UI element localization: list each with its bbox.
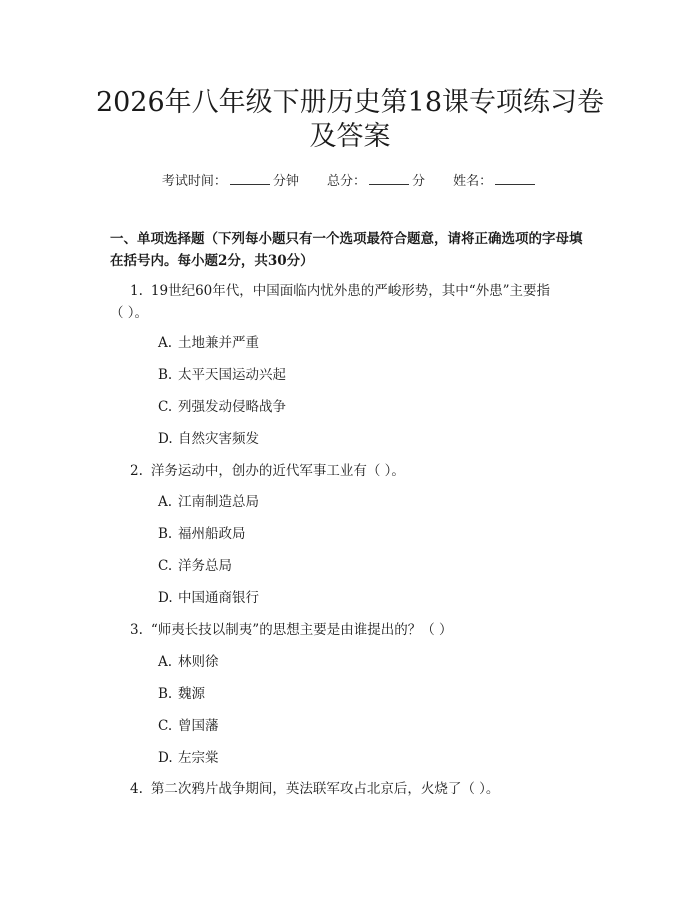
total-score-label: 总分： <box>326 174 366 189</box>
option-1c <box>158 396 286 418</box>
section-heading: 一、单项选择题（下列每小题只有一个选项最符合题意，请将正确选项的字母填 <box>110 231 583 247</box>
option-2d <box>158 587 259 609</box>
option-3d <box>158 747 219 769</box>
option-2b <box>158 523 246 545</box>
option-1a <box>158 332 259 354</box>
option-letter: B. <box>158 526 173 542</box>
option-text: 江南制造总局 <box>178 494 259 510</box>
option-letter: C. <box>158 399 173 415</box>
option-letter: C. <box>158 558 173 574</box>
option-letter: B. <box>158 367 173 383</box>
question-number: 2. <box>130 463 143 479</box>
section-heading-line2: 在括号内。每小题2分，共30分） <box>110 253 314 269</box>
option-letter: B. <box>158 686 173 702</box>
student-name-blank <box>495 172 535 185</box>
question-4 <box>130 778 499 800</box>
option-3b <box>158 683 205 705</box>
option-text: 土地兼并严重 <box>178 335 259 351</box>
question-number: 1. <box>130 283 143 299</box>
exam-time-label: 考试时间： <box>161 174 227 189</box>
option-text: 福州船政局 <box>178 526 246 542</box>
total-score <box>327 170 425 189</box>
page-title: 2026年八年级下册历史第18课专项练习卷 <box>95 87 605 118</box>
question-3 <box>130 619 453 641</box>
option-letter: A. <box>158 654 173 670</box>
question-1 <box>130 280 550 302</box>
option-3c <box>158 715 219 737</box>
question-text: 洋务运动中，创办的近代军事工业有（ ）。 <box>150 463 405 479</box>
question-text: “师夷长技以制夷”的思想主要是由谁提出的？（ ） <box>150 622 453 638</box>
question-number: 3. <box>130 622 143 638</box>
question-2 <box>130 460 405 482</box>
option-letter: D. <box>158 750 173 766</box>
option-text: 太平天国运动兴起 <box>178 367 286 383</box>
option-2a <box>158 491 259 513</box>
option-3a <box>158 651 219 673</box>
total-score-unit: 分 <box>412 174 426 189</box>
option-text: 魏源 <box>178 686 205 702</box>
question-text: 19世纪60年代，中国面临内忧外患的严峻形势，其中“外患”主要指 <box>150 283 551 299</box>
option-text: 左宗棠 <box>178 750 219 766</box>
option-text: 列强发动侵略战争 <box>178 399 286 415</box>
question-1-line2: （ ）。 <box>110 305 149 321</box>
option-text: 自然灾害频发 <box>178 431 259 447</box>
option-2c <box>158 555 232 577</box>
option-1d <box>158 428 259 450</box>
option-text: 中国通商银行 <box>178 590 259 606</box>
student-name-label: 姓名： <box>453 174 493 189</box>
option-letter: A. <box>158 335 173 351</box>
option-letter: A. <box>158 494 173 510</box>
question-number: 4. <box>130 781 143 797</box>
exam-info-row <box>0 170 700 189</box>
exam-time-blank <box>230 172 270 185</box>
student-name <box>453 170 538 189</box>
option-text: 林则徐 <box>178 654 219 670</box>
option-text: 曾国藩 <box>178 718 219 734</box>
total-score-blank <box>369 172 409 185</box>
exam-time <box>162 170 299 189</box>
page-title-line2: 及答案 <box>309 121 391 152</box>
exam-time-unit: 分钟 <box>272 174 299 189</box>
option-letter: C. <box>158 718 173 734</box>
option-letter: D. <box>158 431 173 447</box>
option-1b <box>158 364 286 386</box>
question-text: 第二次鸦片战争期间，英法联军攻占北京后，火烧了（ ）。 <box>150 781 500 797</box>
option-letter: D. <box>158 590 173 606</box>
option-text: 洋务总局 <box>178 558 232 574</box>
